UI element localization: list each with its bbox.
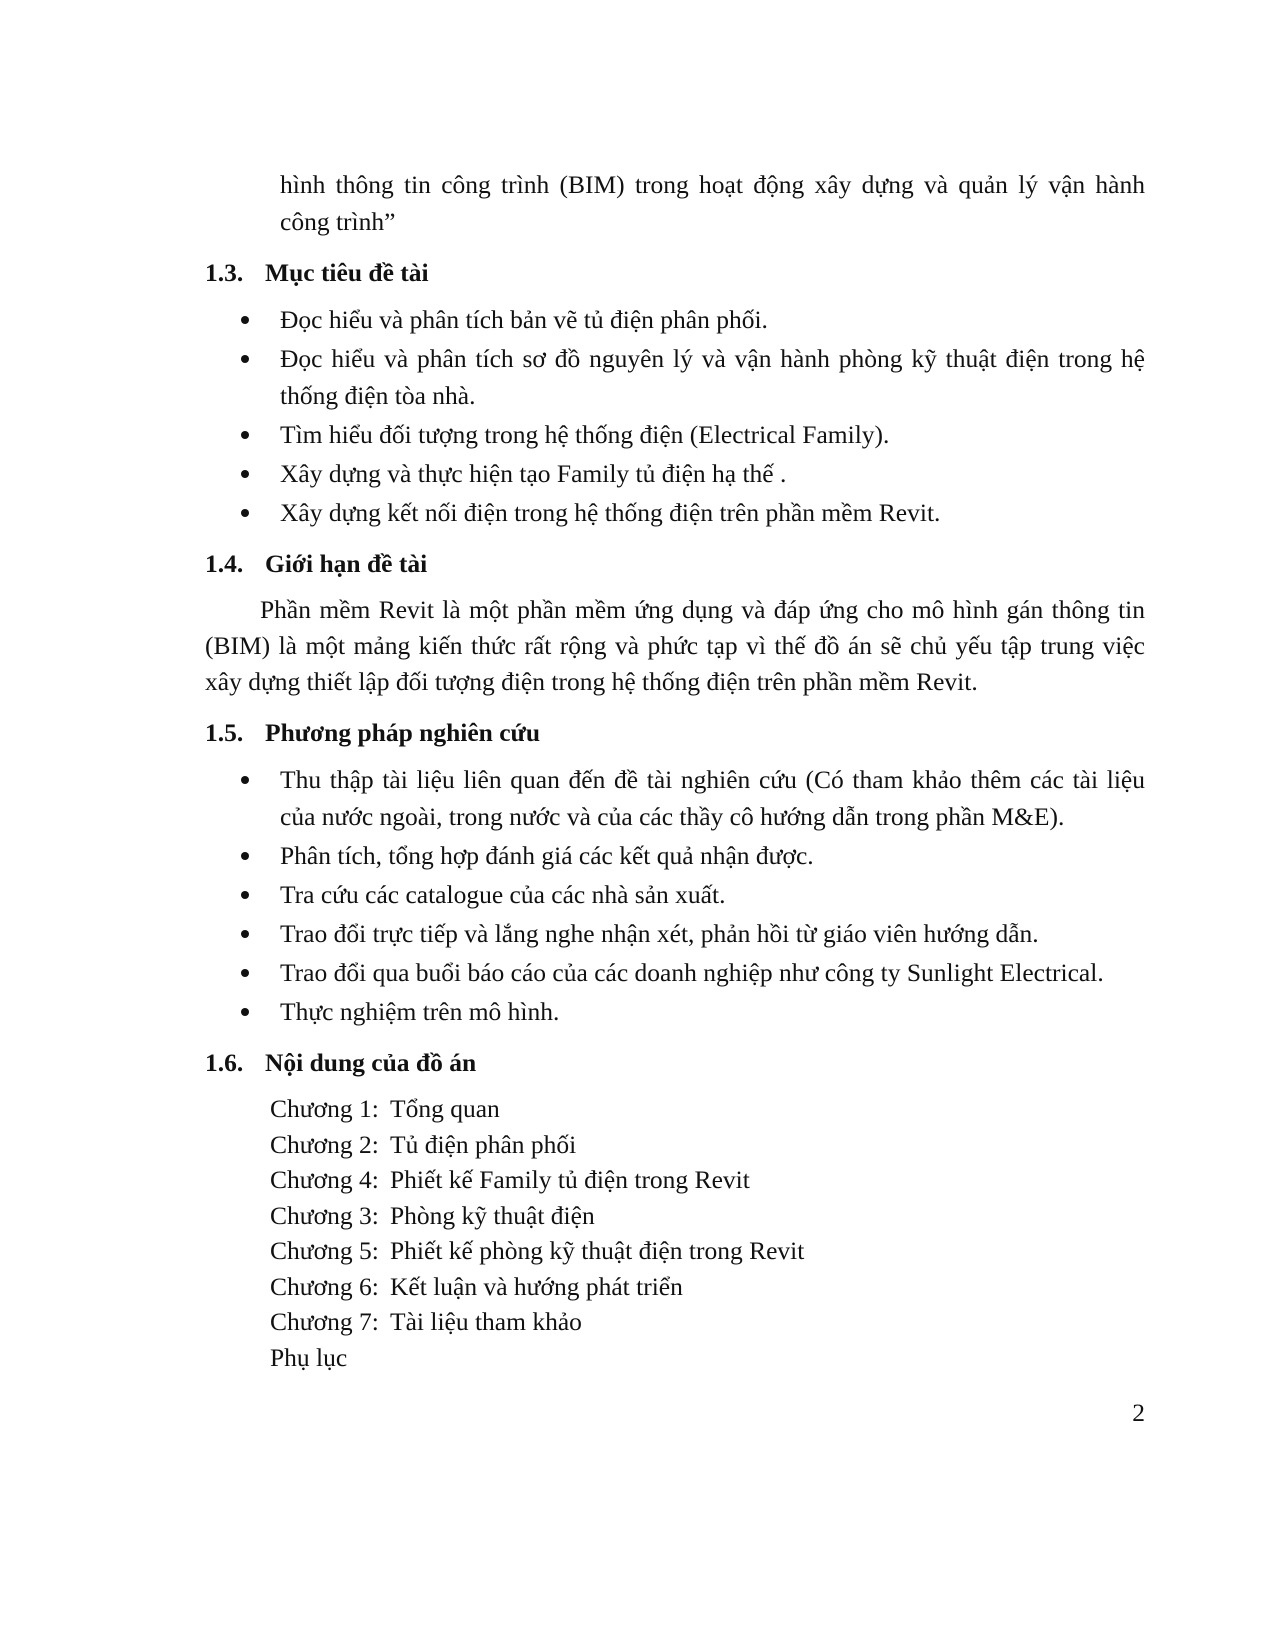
list-item	[205, 455, 1145, 492]
section-number: 1.3.	[205, 258, 244, 287]
list-item	[205, 876, 1145, 913]
bullet-icon	[241, 470, 249, 478]
chapter-label: Chương 3:	[270, 1200, 379, 1230]
list-item-text: Tra cứu các catalogue của các nhà sản xuất.	[280, 880, 726, 909]
chapter-title: Kết luận và hướng phát triển	[390, 1271, 683, 1301]
chapter-title: Phòng kỹ thuật điện	[390, 1200, 595, 1230]
chapter-title: Tài liệu tham khảo	[390, 1307, 582, 1336]
chapter-row	[270, 1091, 1145, 1127]
chapter-label: Chương 1:	[270, 1094, 379, 1123]
section-heading-objectives	[205, 254, 1145, 291]
list-item	[205, 494, 1145, 531]
list-item	[205, 416, 1145, 453]
bullet-icon	[241, 776, 249, 784]
bullet-icon	[241, 852, 249, 860]
section-title: Mục tiêu đề tài	[265, 258, 429, 287]
chapter-row	[270, 1233, 1145, 1269]
section-title: Nội dung của đồ án	[265, 1048, 477, 1077]
chapter-row	[270, 1269, 1145, 1305]
list-item	[205, 954, 1145, 991]
list-item-text: Trao đổi qua buổi báo cáo của các doanh nghiệp như công ty Sunlight Electrical.	[280, 958, 1104, 987]
chapter-title: Tổng quan	[390, 1094, 500, 1123]
continued-line-2: công trình”	[280, 207, 396, 236]
appendix-row	[270, 1340, 1145, 1376]
bullet-icon	[241, 431, 249, 439]
chapter-list	[270, 1091, 1145, 1375]
list-item	[205, 993, 1145, 1030]
bullet-icon	[241, 891, 249, 899]
list-item-text: Đọc hiểu và phân tích bản vẽ tủ điện phân phối.	[280, 305, 768, 334]
bullet-icon	[241, 355, 249, 363]
section-heading-methods	[205, 714, 1145, 751]
list-item	[205, 837, 1145, 874]
list-item	[205, 340, 1145, 414]
chapter-title: Phiết kế Family tủ điện trong Revit	[390, 1165, 750, 1194]
page-number: 2	[1132, 1398, 1145, 1427]
list-item-text: Trao đổi trực tiếp và lắng nghe nhận xét, phản hồi từ giáo viên hướng dẫn.	[280, 919, 1039, 948]
chapter-row	[270, 1304, 1145, 1340]
appendix-label: Phụ lục	[270, 1342, 348, 1372]
list-item-text: Thu thập tài liệu liên quan đến đề tài nghiên cứu (Có tham khảo thêm các tài liệu của nước ngoài, trong nước và của các thầy cô hướng dẫn trong phần M&E).	[280, 765, 1145, 831]
page-content	[205, 166, 1145, 1375]
chapter-row	[270, 1198, 1145, 1234]
chapter-title: Phiết kế phòng kỹ thuật điện trong Revit	[390, 1236, 805, 1265]
section-number: 1.5.	[205, 718, 244, 747]
list-item	[205, 915, 1145, 952]
list-item-text: Đọc hiểu và phân tích sơ đồ nguyên lý và vận hành phòng kỹ thuật điện trong hệ thống điện tòa nhà.	[280, 344, 1145, 410]
chapter-label: Chương 5:	[270, 1236, 379, 1265]
chapter-label: Chương 7:	[270, 1307, 379, 1336]
section-title: Phương pháp nghiên cứu	[265, 718, 541, 747]
limits-paragraph: Phần mềm Revit là một phần mềm ứng dụng và đáp ứng cho mô hình gán thông tin (BIM) là một mảng kiến thức rất rộng và phức tạp vì thế đồ án sẽ chủ yếu tập trung việc xây dựng thiết lập đối tượng điện trong hệ thống điện trên phần mềm Revit.	[205, 595, 1145, 696]
chapter-row	[270, 1127, 1145, 1163]
list-item-text: Thực nghiệm trên mô hình.	[280, 997, 560, 1026]
continued-line-1: hình thông tin công trình (BIM) trong hoạt động xây dựng và quản lý vận hành	[280, 170, 1145, 199]
section-number: 1.4.	[205, 549, 244, 578]
objectives-list	[205, 301, 1145, 531]
list-item-text: Phân tích, tổng hợp đánh giá các kết quả nhận được.	[280, 841, 814, 870]
chapter-label: Chương 2:	[270, 1129, 379, 1159]
list-item-text: Tìm hiểu đối tượng trong hệ thống điện (Electrical Family).	[280, 420, 890, 449]
list-item-text: Xây dựng kết nối điện trong hệ thống điện trên phần mềm Revit.	[280, 498, 941, 527]
chapter-label: Chương 6:	[270, 1271, 379, 1301]
bullet-icon	[241, 930, 249, 938]
chapter-label: Chương 4:	[270, 1165, 379, 1194]
section-title: Giới hạn đề tài	[265, 549, 428, 578]
chapter-title: Tủ điện phân phối	[390, 1129, 577, 1159]
bullet-icon	[241, 969, 249, 977]
section-heading-limits	[205, 545, 1145, 582]
list-item	[205, 301, 1145, 338]
bullet-icon	[241, 509, 249, 517]
list-item	[205, 761, 1145, 835]
methods-list	[205, 761, 1145, 1030]
continued-paragraph	[280, 166, 1145, 240]
bullet-icon	[241, 316, 249, 324]
section-number: 1.6.	[205, 1048, 244, 1077]
chapter-row	[270, 1162, 1145, 1198]
bullet-icon	[241, 1008, 249, 1016]
section-heading-contents	[205, 1044, 1145, 1081]
list-item-text: Xây dựng và thực hiện tạo Family tủ điện hạ thế .	[280, 459, 787, 488]
